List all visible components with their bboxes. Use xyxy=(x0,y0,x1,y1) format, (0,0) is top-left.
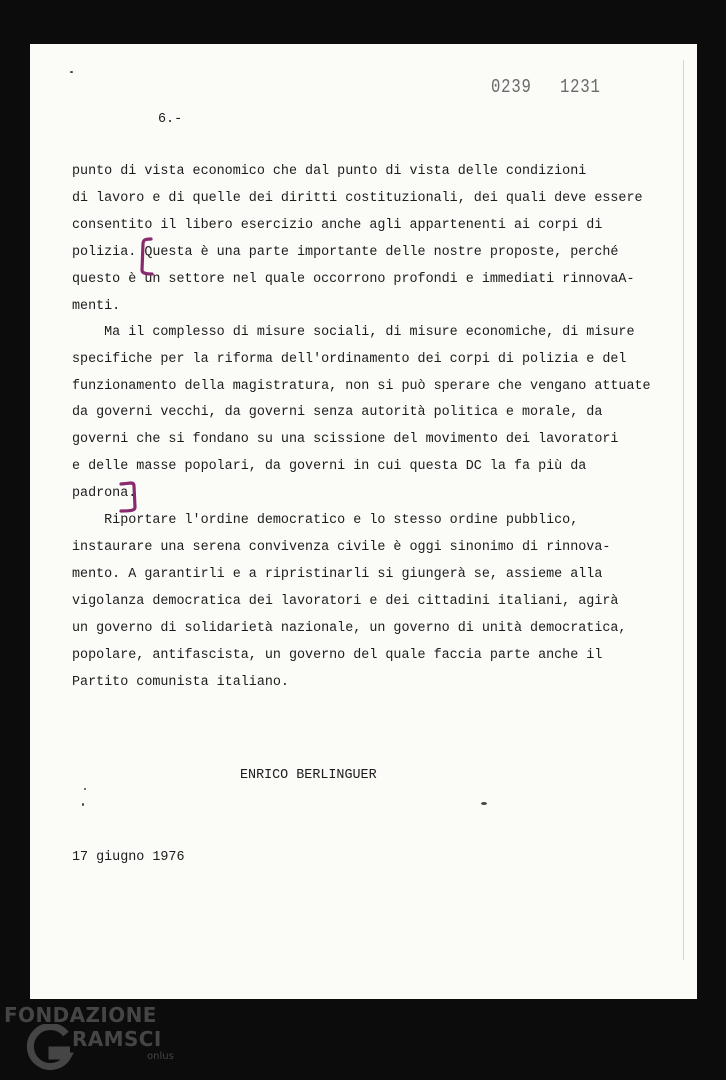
page-number: 6.- xyxy=(158,112,183,127)
logo-text-line2: RAMSCI xyxy=(72,1027,162,1051)
archive-number-left: 0239 xyxy=(491,76,532,98)
open-bracket-annotation xyxy=(134,236,156,278)
close-bracket-annotation xyxy=(116,480,138,514)
text-line: Riportare l'ordine democratico e lo stesso ordine pubblico, xyxy=(72,513,579,528)
close-bracket-stroke xyxy=(121,483,135,511)
text-line: un governo di solidarietà nazionale, un governo di unità democratica, xyxy=(72,621,627,636)
text-line: punto di vista economico che dal punto di vista delle condizioni xyxy=(72,164,587,179)
scan-speck xyxy=(84,788,86,790)
archive-number-right: 1231 xyxy=(560,76,601,98)
text-line: menti. xyxy=(72,299,121,314)
logo-g-emblem xyxy=(26,1024,74,1076)
text-line: consentito il libero esercizio anche agli appartenenti ai corpi di xyxy=(72,218,603,233)
text-line: popolare, antifascista, un governo del quale faccia parte anche il xyxy=(72,648,603,663)
text-line: polizia. Questa è una parte importante delle nostre proposte, perché xyxy=(72,245,619,260)
logo-onlus-suffix: onlus xyxy=(147,1051,174,1062)
scan-speck xyxy=(481,802,487,805)
text-line: da governi vecchi, da governi senza autorità politica e morale, da xyxy=(72,405,603,420)
open-bracket-stroke xyxy=(142,239,152,274)
text-line: e delle masse popolari, da governi in cui questa DC la fa più da xyxy=(72,459,587,474)
document-date: 17 giugno 1976 xyxy=(72,850,185,865)
text-line: questo è un settore nel quale occorrono profondi e immediati rinnovaA- xyxy=(72,272,635,287)
text-line: Ma il complesso di misure sociali, di misure economiche, di misure xyxy=(72,325,635,340)
text-line: mento. A garantirli e a ripristinarli si giungerà se, assieme alla xyxy=(72,567,603,582)
text-line: instaurare una serena convivenza civile è oggi sinonimo di rinnova- xyxy=(72,540,611,555)
scan-speck xyxy=(70,71,73,73)
scan-speck xyxy=(82,803,84,806)
text-line: specifiche per la riforma dell'ordinamento dei corpi di polizia e del xyxy=(72,352,627,367)
signature-name: ENRICO BERLINGUER xyxy=(240,768,377,783)
text-line: di lavoro e di quelle dei diritti costituzionali, dei quali deve essere xyxy=(72,191,643,206)
text-line: governi che si fondano su una scissione del movimento dei lavoratori xyxy=(72,432,619,447)
paper-edge-line xyxy=(683,60,684,960)
text-line: funzionamento della magistratura, non si può sperare che vengano attuate xyxy=(72,379,651,394)
text-line: padrona. xyxy=(72,486,137,501)
text-line: Partito comunista italiano. xyxy=(72,675,289,690)
foundation-watermark-logo xyxy=(0,1000,200,1080)
logo-text-line1: FONDAZIONE xyxy=(4,1003,157,1027)
text-line: vigolanza democratica dei lavoratori e dei cittadini italiani, agirà xyxy=(72,594,619,609)
